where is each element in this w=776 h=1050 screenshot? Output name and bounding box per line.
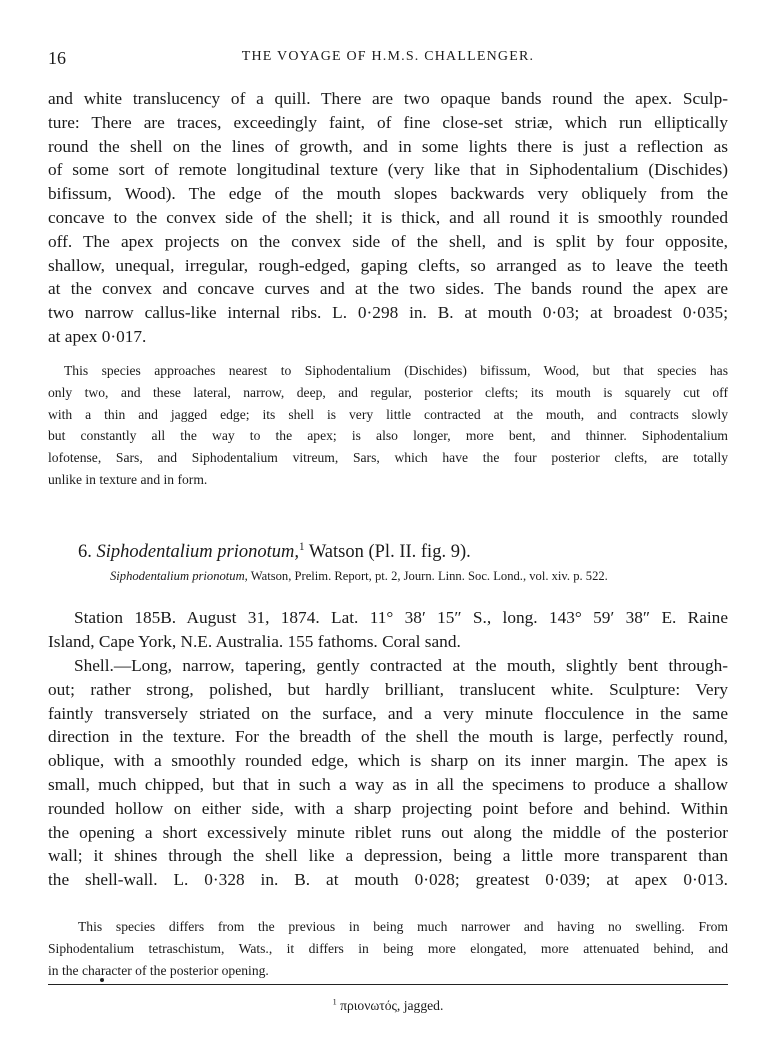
text-line: two narrow callus-like internal ribs. L. 0·298 in. B. at mouth 0·03; at broadest 0·035; (48, 303, 728, 323)
station-line: Station 185B. August 31, 1874. Lat. 11° 38′ 15″ S., long. 143° 59′ 38″ E. Raine (74, 608, 728, 627)
footnote-number: 1 (332, 997, 337, 1007)
footnote-text: πριονωτός, jagged. (340, 998, 444, 1013)
species-author: Watson (Pl. II. fig. 9). (304, 542, 471, 562)
text-line: small, much chipped, but that in such a way as in all the specimens to produce a shallow (48, 774, 728, 794)
station-record (48, 606, 728, 654)
reference-name: Siphodentalium prionotum, (110, 569, 248, 583)
text-line: wall; it shines through the shell like a depression, being a little more transparent than (48, 846, 728, 866)
text-line: concave to the convex side of the shell; it is thick, and all round it is smoothly rounded (48, 207, 728, 227)
text-line: faintly transversely striated on the surface, and a very minute flocculence in the same (48, 703, 728, 723)
text-line: and white translucency of a quill. There are two opaque bands round the apex. Sculp- (48, 89, 728, 108)
text-line: round the shell on the lines of growth, and in some lights there is just a reflection as (48, 136, 728, 156)
note-line: but constantly all the way to the apex; is also longer, more bent, and thinner. Siphodentalium (48, 428, 728, 444)
note-line: lofotense, Sars, and Siphodentalium vitreum, Sars, which have the four posterior clefts, are totally (48, 450, 728, 466)
footnote-rule (48, 984, 728, 985)
footnote-mark: 1 (298, 540, 305, 553)
text-line: oblique, with a smoothly rounded edge, which is sharp on its inner margin. The apex is (48, 751, 728, 771)
page-number: 16 (48, 48, 66, 68)
note-line: unlike in texture and in form. (48, 471, 208, 487)
text-line: bifissum, Wood). The edge of the mouth slopes backwards very obliquely from the (48, 184, 728, 204)
text-line: rounded hollow on either side, with a sharp projecting point before and behind. Within (48, 798, 728, 818)
text-line: direction in the texture. For the breadth of the shell the mouth is large, perfectly round, (48, 727, 728, 747)
station-line: Island, Cape York, N.E. Australia. 155 fathoms. Coral sand. (48, 631, 461, 651)
note-line: with a thin and jagged edge; its shell is very little contracted at the mouth, and contracts slowly (48, 406, 728, 422)
note-line: Siphodentalium tetraschistum, Wats., it differs in being more elongated, more attenuated behind, and (48, 940, 728, 956)
running-title: THE VOYAGE OF H.M.S. CHALLENGER. (241, 49, 535, 64)
reference-text: Watson, Prelim. Report, pt. 2, Journ. Linn. Soc. Lond., vol. xiv. p. 522. (247, 569, 608, 583)
note-line: This species approaches nearest to Siphodentalium (Dischides) bifissum, Wood, but that species has (64, 363, 728, 378)
species-reference (110, 569, 608, 584)
text-line: Shell.—Long, narrow, tapering, gently contracted at the mouth, slightly bent through- (74, 656, 728, 675)
shell-description (48, 654, 728, 892)
text-line: ture: There are traces, exceedingly faint, of fine close-set striæ, which run elliptically (48, 112, 728, 132)
comparison-note (48, 360, 728, 491)
text-line: shallow, unequal, irregular, rough-edged, gaping clefts, so arranged as to leave the teeth (48, 255, 728, 275)
text-line: of some sort of remote longitudinal texture (very like that in Siphodentalium (Dischides) (48, 160, 728, 180)
note-line: in the character of the posterior opening. (48, 962, 269, 978)
species-heading (78, 542, 471, 563)
species-number: 6. (78, 542, 92, 562)
text-line: out; rather strong, polished, but hardly brilliant, translucent white. Sculpture: Very (48, 679, 728, 699)
text-line: at the convex and concave curves and at the two sides. The bands round the apex are (48, 279, 728, 299)
description-paragraph-continued (48, 87, 728, 349)
note-line: This species differs from the previous in being much narrower and having no swelling. From (78, 919, 728, 934)
footnote (0, 998, 776, 1014)
text-line: at apex 0·017. (48, 326, 147, 346)
text-line: the opening a short excessively minute riblet runs out along the middle of the posterior (48, 822, 728, 842)
note-line: only two, and these lateral, narrow, deep, and regular, posterior clefts; its mouth is squarely cut off (48, 384, 728, 400)
page-header (48, 48, 728, 70)
text-line: off. The apex projects on the convex side of the shell, and is split by four opposite, (48, 231, 728, 251)
rule-dot (100, 978, 104, 982)
comparison-note (48, 916, 728, 981)
text-line: the shell-wall. L. 0·328 in. B. at mouth 0·028; greatest 0·039; at apex 0·013. (48, 870, 728, 890)
species-name: Siphodentalium prionotum, (96, 542, 299, 562)
